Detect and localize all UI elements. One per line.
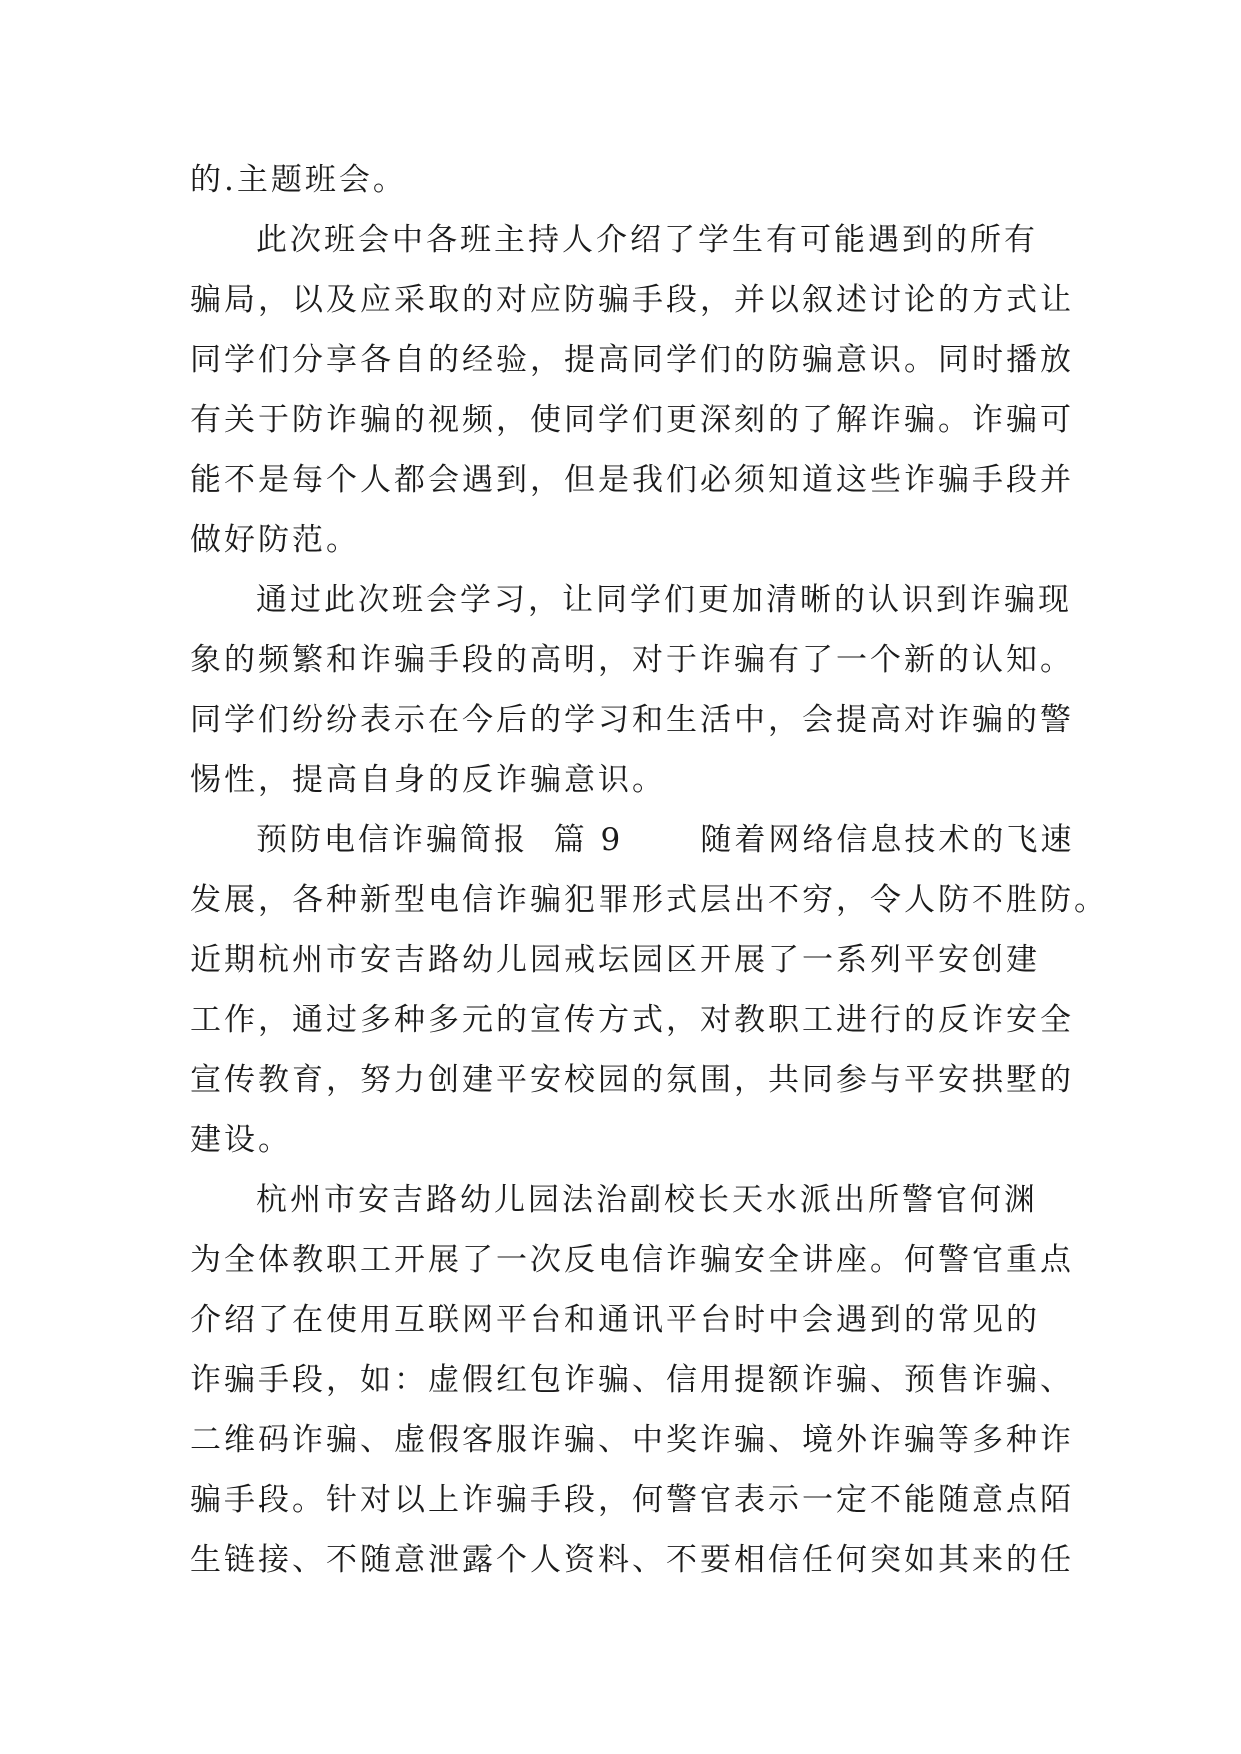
text-line: 惕性，提高自身的反诈骗意识。 bbox=[190, 762, 666, 798]
section-heading-line: 预防电信诈骗简报 篇 9 随着网络信息技术的飞速 bbox=[256, 822, 1075, 858]
text-line: 此次班会中各班主持人介绍了学生有可能遇到的所有 bbox=[256, 222, 1038, 258]
text-line: 同学们纷纷表示在今后的学习和生活中，会提高对诈骗的警 bbox=[190, 702, 1074, 738]
text-line: 二维码诈骗、虚假客服诈骗、中奖诈骗、境外诈骗等多种诈 bbox=[190, 1422, 1074, 1458]
text-line: 同学们分享各自的经验，提高同学们的防骗意识。同时播放 bbox=[190, 342, 1074, 378]
text-line: 通过此次班会学习，让同学们更加清晰的认识到诈骗现 bbox=[256, 582, 1072, 618]
text-line: 象的频繁和诈骗手段的高明，对于诈骗有了一个新的认知。 bbox=[190, 642, 1074, 678]
text-line: 能不是每个人都会遇到，但是我们必须知道这些诈骗手段并 bbox=[190, 462, 1074, 498]
text-line: 做好防范。 bbox=[190, 522, 360, 558]
text-line: 宣传教育，努力创建平安校园的氛围，共同参与平安拱墅的 bbox=[190, 1062, 1074, 1098]
text-line: 工作，通过多种多元的宣传方式，对教职工进行的反诈安全 bbox=[190, 1002, 1074, 1038]
document-body bbox=[190, 150, 1108, 1590]
text-line: 生链接、不随意泄露个人资料、不要相信任何突如其来的任 bbox=[190, 1542, 1074, 1578]
text-line: 介绍了在使用互联网平台和通讯平台时中会遇到的常见的 bbox=[190, 1302, 1040, 1338]
text-line: 杭州市安吉路幼儿园法治副校长天水派出所警官何渊 bbox=[256, 1182, 1038, 1218]
text-line: 骗手段。针对以上诈骗手段，何警官表示一定不能随意点陌 bbox=[190, 1482, 1074, 1518]
text-line: 骗局，以及应采取的对应防骗手段，并以叙述讨论的方式让 bbox=[190, 282, 1074, 318]
text-line: 近期杭州市安吉路幼儿园戒坛园区开展了一系列平安创建 bbox=[190, 942, 1040, 978]
text-line: 的.主题班会。 bbox=[190, 162, 407, 198]
text-line: 为全体教职工开展了一次反电信诈骗安全讲座。何警官重点 bbox=[190, 1242, 1074, 1278]
text-line: 建设。 bbox=[190, 1122, 292, 1158]
text-line: 有关于防诈骗的视频，使同学们更深刻的了解诈骗。诈骗可 bbox=[190, 402, 1074, 438]
text-line: 发展，各种新型电信诈骗犯罪形式层出不穷，令人防不胜防。 bbox=[190, 882, 1108, 918]
text-line: 诈骗手段，如：虚假红包诈骗、信用提额诈骗、预售诈骗、 bbox=[190, 1362, 1074, 1398]
